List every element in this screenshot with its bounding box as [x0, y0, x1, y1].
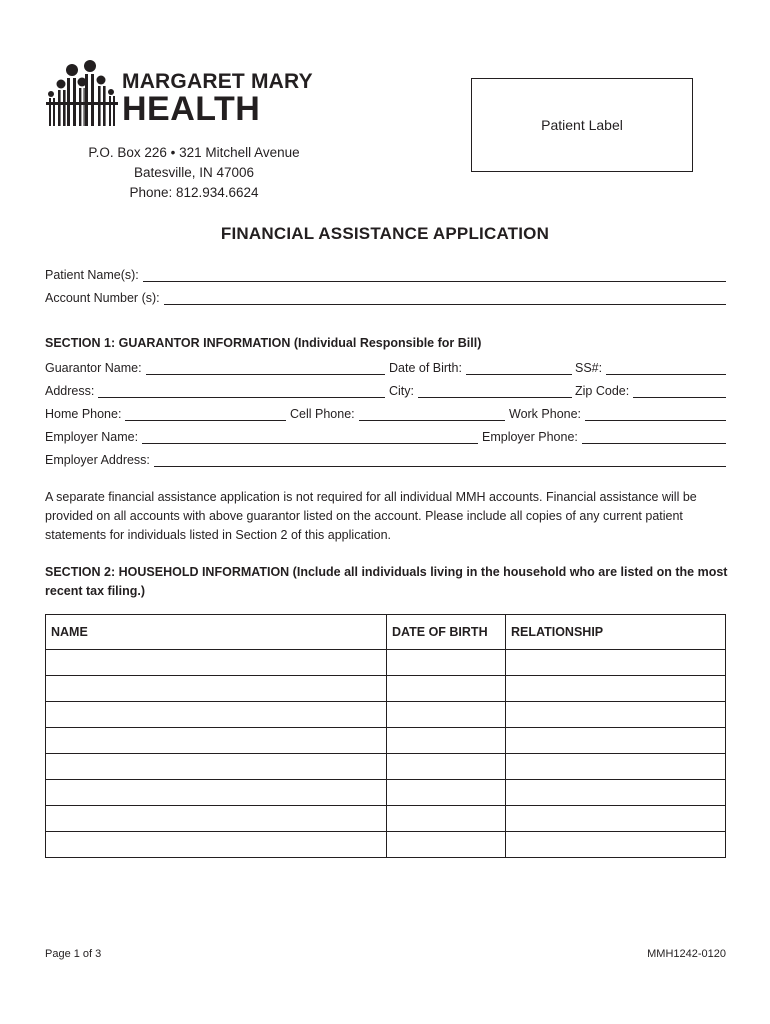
column-name: NAME: [46, 615, 387, 650]
relationship-cell[interactable]: [506, 728, 726, 754]
employer-row: [45, 426, 726, 444]
patient-label-box: [471, 78, 693, 172]
column-relationship: RELATIONSHIP: [506, 615, 726, 650]
relationship-cell[interactable]: [506, 806, 726, 832]
account-number-row: [45, 287, 726, 305]
relationship-cell[interactable]: [506, 832, 726, 858]
document-title: FINANCIAL ASSISTANCE APPLICATION: [220, 224, 550, 243]
zip-field[interactable]: [575, 380, 726, 398]
dob-cell[interactable]: [387, 780, 506, 806]
guarantor-row: [45, 357, 726, 375]
employer-address-row: [45, 449, 726, 467]
phone-line: Phone: 812.934.6624: [129, 185, 259, 200]
table-row: [46, 754, 726, 780]
name-cell[interactable]: [46, 754, 387, 780]
relationship-cell[interactable]: [506, 754, 726, 780]
patient-name-field[interactable]: [45, 264, 726, 282]
table-row: [46, 832, 726, 858]
employer-address-label: Employer Address:: [45, 453, 150, 467]
city-field[interactable]: [389, 380, 572, 398]
address-field[interactable]: [45, 380, 385, 398]
guarantor-name-line[interactable]: [146, 361, 385, 375]
patient-label-text: Patient Label: [541, 117, 623, 133]
hospital-address: [44, 143, 344, 203]
relationship-cell[interactable]: [506, 780, 726, 806]
patient-name-label: Patient Name(s):: [45, 268, 139, 282]
city-line[interactable]: [418, 384, 572, 398]
form-code: MMH1242-0120: [647, 948, 726, 960]
ssn-label: SS#:: [575, 361, 603, 375]
employer-name-label: Employer Name:: [45, 430, 139, 444]
table-row: [46, 780, 726, 806]
name-cell[interactable]: [46, 780, 387, 806]
household-table: [45, 614, 726, 858]
dob-label: Date of Birth:: [389, 361, 462, 375]
dob-cell[interactable]: [387, 754, 506, 780]
guarantor-name-field[interactable]: [45, 357, 385, 375]
column-date-of-birth: DATE OF BIRTH: [387, 615, 506, 650]
city-label: City:: [389, 384, 414, 398]
account-number-field[interactable]: [45, 287, 726, 305]
household-header-row: [46, 615, 726, 650]
cell-phone-line[interactable]: [359, 407, 505, 421]
address-line[interactable]: [98, 384, 385, 398]
table-row: [46, 806, 726, 832]
brand-name-top: MARGARET MARY: [122, 70, 313, 93]
dob-field[interactable]: [389, 357, 572, 375]
cell-phone-field[interactable]: [290, 403, 505, 421]
name-cell[interactable]: [46, 806, 387, 832]
address-row: [45, 380, 726, 398]
guarantor-name-label: Guarantor Name:: [45, 361, 142, 375]
section1-heading: SECTION 1: GUARANTOR INFORMATION (Individual Responsible for Bill): [45, 336, 482, 350]
employer-address-field[interactable]: [45, 449, 726, 467]
zip-line[interactable]: [633, 384, 726, 398]
employer-phone-field[interactable]: [482, 426, 726, 444]
relationship-cell[interactable]: [506, 676, 726, 702]
employer-address-line[interactable]: [154, 453, 726, 467]
relationship-cell[interactable]: [506, 702, 726, 728]
dob-cell[interactable]: [387, 650, 506, 676]
name-cell[interactable]: [46, 650, 387, 676]
account-number-label: Account Number (s):: [45, 291, 160, 305]
address-label: Address:: [45, 384, 95, 398]
dob-cell[interactable]: [387, 676, 506, 702]
work-phone-label: Work Phone:: [509, 407, 582, 421]
home-phone-label: Home Phone:: [45, 407, 122, 421]
cell-phone-label: Cell Phone:: [290, 407, 355, 421]
account-number-line[interactable]: [164, 291, 726, 305]
brand-name-main: HEALTH: [122, 90, 261, 128]
dob-line[interactable]: [466, 361, 572, 375]
dob-cell[interactable]: [387, 728, 506, 754]
relationship-cell[interactable]: [506, 650, 726, 676]
section2-heading: SECTION 2: HOUSEHOLD INFORMATION (Include all individuals living in the household who are listed on the most recent tax filing.): [45, 565, 728, 598]
work-phone-line[interactable]: [585, 407, 726, 421]
home-phone-field[interactable]: [45, 403, 286, 421]
name-cell[interactable]: [46, 676, 387, 702]
phone-row: [45, 403, 726, 421]
name-cell[interactable]: [46, 702, 387, 728]
patient-name-line[interactable]: [143, 268, 726, 282]
address-line-2: Batesville, IN 47006: [133, 165, 255, 180]
home-phone-line[interactable]: [125, 407, 286, 421]
table-row: [46, 702, 726, 728]
address-line-1: P.O. Box 226 • 321 Mitchell Avenue: [88, 145, 300, 160]
patient-name-row: [45, 264, 726, 282]
table-row: [46, 728, 726, 754]
assistance-note: A separate financial assistance application is not required for all individual MMH accounts. Financial assistance will be provided on all accounts with above guarantor listed on the account. Please include all copies of any current patient statements for individuals listed in Section 2 of this application.: [45, 490, 697, 542]
name-cell[interactable]: [46, 832, 387, 858]
dob-cell[interactable]: [387, 806, 506, 832]
ssn-field[interactable]: [575, 357, 726, 375]
dob-cell[interactable]: [387, 702, 506, 728]
zip-label: Zip Code:: [575, 384, 630, 398]
margaret-mary-logo-icon: [44, 58, 120, 128]
ssn-line[interactable]: [606, 361, 726, 375]
employer-phone-label: Employer Phone:: [482, 430, 578, 444]
work-phone-field[interactable]: [509, 403, 726, 421]
table-row: [46, 650, 726, 676]
employer-name-line[interactable]: [142, 430, 478, 444]
employer-name-field[interactable]: [45, 426, 478, 444]
table-row: [46, 676, 726, 702]
dob-cell[interactable]: [387, 832, 506, 858]
page-number: Page 1 of 3: [45, 948, 102, 960]
employer-phone-line[interactable]: [582, 430, 726, 444]
name-cell[interactable]: [46, 728, 387, 754]
